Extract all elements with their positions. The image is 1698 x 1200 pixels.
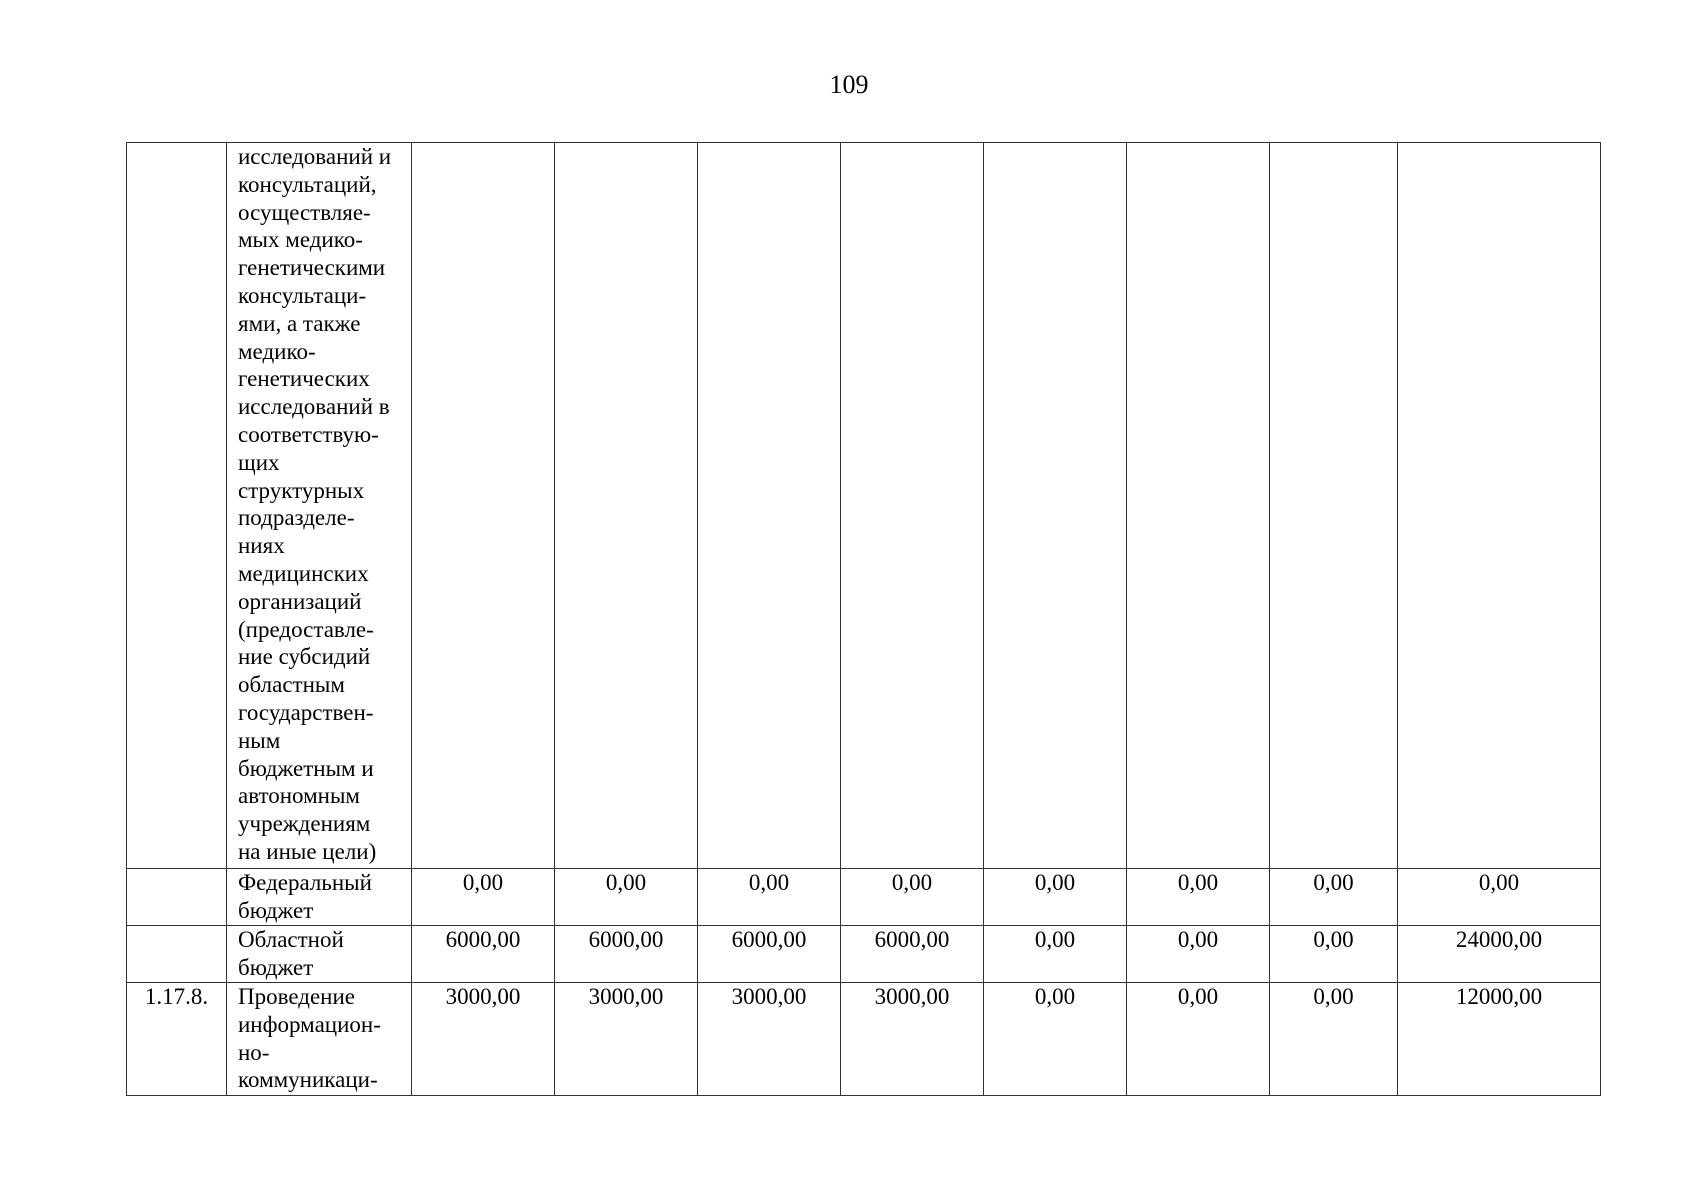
- value-cell: 0,00: [984, 869, 1127, 926]
- value-cell: 3000,00: [698, 983, 841, 1096]
- table-row: [127, 869, 1601, 926]
- description-line: автономным: [238, 783, 360, 809]
- description-line: бюджетным и: [238, 755, 374, 781]
- description-line: соответствую-: [238, 421, 379, 447]
- description-line: Проведение: [238, 984, 355, 1009]
- description-line: мых медико-: [238, 227, 363, 253]
- row-description-cell: [227, 143, 412, 869]
- description-line: ние субсидий: [238, 644, 371, 670]
- description-line: но-: [238, 1039, 270, 1065]
- description-line: щих: [238, 449, 280, 475]
- value-cell: 0,00: [1270, 869, 1398, 926]
- row-description-cell: [227, 926, 412, 983]
- row-code-cell: [127, 926, 227, 983]
- description-line: Федеральный: [238, 870, 372, 895]
- value-cell: 0,00: [1127, 926, 1270, 983]
- value-cell: 0,00: [984, 983, 1127, 1096]
- row-description-cell: [227, 869, 412, 926]
- description-line: подразделе-: [238, 505, 355, 531]
- description-line: медицинских: [238, 560, 369, 586]
- value-cell: [984, 143, 1127, 869]
- value-cell: 0,00: [984, 926, 1127, 983]
- description-line: медико-: [238, 338, 316, 364]
- description-line: структурных: [238, 477, 365, 503]
- page-number: 109: [829, 70, 869, 99]
- value-cell: [841, 143, 984, 869]
- row-code-cell: 1.17.8.: [127, 983, 227, 1096]
- description-line: областным: [238, 672, 345, 698]
- value-cell: 0,00: [412, 869, 555, 926]
- description-line: исследований в: [238, 394, 390, 420]
- value-cell: 0,00: [841, 869, 984, 926]
- description-line: консультаци-: [238, 282, 367, 308]
- table-row: [127, 926, 1601, 983]
- value-cell: 3000,00: [555, 983, 698, 1096]
- value-cell: 0,00: [1127, 983, 1270, 1096]
- value-cell: [555, 143, 698, 869]
- description-line: бюджет: [238, 897, 314, 923]
- value-cell: [1127, 143, 1270, 869]
- description-line: ями, а также: [238, 310, 361, 336]
- description-line: (предоставле-: [238, 616, 374, 642]
- description-line: ным: [238, 727, 281, 753]
- value-cell: 12000,00: [1398, 983, 1601, 1096]
- description-line: осуществляе-: [238, 199, 371, 225]
- description-line: генетическими: [238, 255, 386, 281]
- value-cell: 0,00: [698, 869, 841, 926]
- value-cell: 6000,00: [698, 926, 841, 983]
- description-line: генетических: [238, 366, 370, 392]
- value-cell: [412, 143, 555, 869]
- description-line: на иные цели): [238, 838, 377, 864]
- description-line: организаций: [238, 588, 362, 614]
- value-cell: 0,00: [555, 869, 698, 926]
- row-code-cell: [127, 143, 227, 869]
- description-line: коммуникаци-: [238, 1067, 378, 1093]
- value-cell: 3000,00: [841, 983, 984, 1096]
- table-row: [127, 983, 1601, 1096]
- value-cell: 6000,00: [841, 926, 984, 983]
- value-cell: 24000,00: [1398, 926, 1601, 983]
- value-cell: 0,00: [1127, 869, 1270, 926]
- value-cell: [698, 143, 841, 869]
- value-cell: 3000,00: [412, 983, 555, 1096]
- value-cell: 0,00: [1270, 983, 1398, 1096]
- table-row: [127, 143, 1601, 869]
- value-cell: 6000,00: [555, 926, 698, 983]
- description-line: исследований и: [238, 144, 392, 169]
- value-cell: 6000,00: [412, 926, 555, 983]
- description-line: учреждениям: [238, 811, 371, 837]
- value-cell: [1398, 143, 1601, 869]
- value-cell: 0,00: [1398, 869, 1601, 926]
- row-code-cell: [127, 869, 227, 926]
- value-cell: 0,00: [1270, 926, 1398, 983]
- description-line: государствен-: [238, 699, 374, 725]
- row-description-cell: [227, 983, 412, 1096]
- description-line: консультаций,: [238, 171, 377, 197]
- description-line: ниях: [238, 533, 285, 559]
- description-line: информацион-: [238, 1011, 381, 1037]
- description-line: бюджет: [238, 954, 314, 980]
- value-cell: [1270, 143, 1398, 869]
- description-line: Областной: [238, 927, 344, 952]
- budget-table: [126, 142, 1601, 1096]
